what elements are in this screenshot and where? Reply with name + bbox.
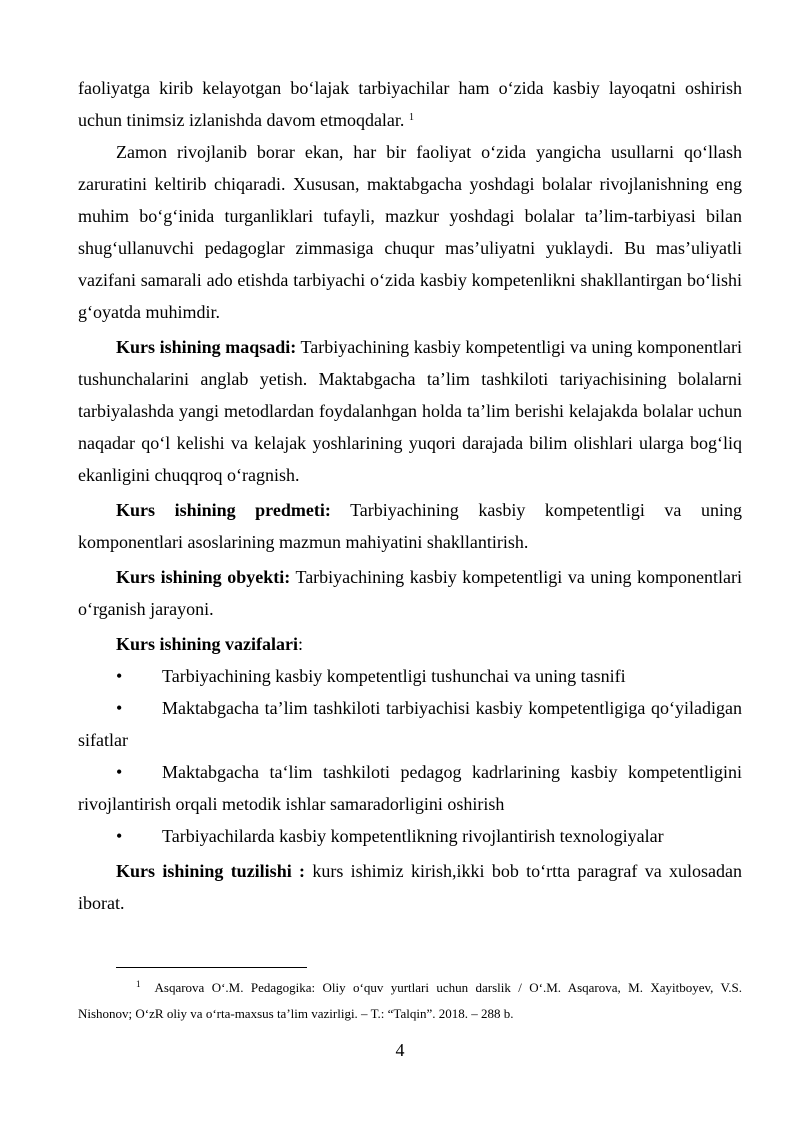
footnote-text: Asqarova O‘.M. Pedagogika: Oliy o‘quv yurtlari uchun darslik / O‘.M. Asqarova, M. Xayitboyev, V.S. Nishonov; O‘zR oliy va o‘rta-maxsus ta’lim vazirligi. – T.: “Talqin”. 2018. – 288 b. — [78, 980, 742, 1021]
section-label: Kurs ishining obyekti: — [116, 567, 291, 587]
section-label: Kurs ishining predmeti: — [116, 500, 331, 520]
section-label: Kurs ishining tuzilishi : — [116, 861, 306, 881]
section-tuzilishi — [78, 855, 742, 919]
footnote — [78, 975, 742, 1027]
section-label: Kurs ishining vazifalari — [116, 634, 299, 654]
bullet-text: Tarbiyachining kasbiy kompetentligi tushunchai va uning tasnifi — [162, 666, 626, 686]
bullet-item — [78, 692, 742, 756]
paragraph: Zamon rivojlanib borar ekan, har bir faoliyat o‘zida yangicha usullarni qo‘llash zaruratini keltirib chiqaradi. Xususan, maktabgacha yoshdagi bolalar rivojlanishning eng muhim bo‘g‘inida turganliklari tufayli, mazkur yoshdagi bolalar ta’lim-tarbiyasi bilan shug‘ullanuvchi pedagoglar zimmasiga chuqur mas’uliyatni yuklaydi. Bu mas’uliyatli vazifani samarali ado etishda tarbiyachi o‘zida kasbiy kompetenlikni shakllantirgan bo‘lishi g‘oyatda muhimdir. — [78, 142, 742, 322]
paragraph-text: faoliyatga kirib kelayotgan bo‘lajak tarbiyachilar ham o‘zida kasbiy layoqatni oshirish uchun tinimsiz izlanishda davom etmoqdalar. — [78, 78, 742, 130]
section-colon: : — [298, 634, 304, 654]
page-number: 4 — [395, 1040, 405, 1060]
section-text: kurs ishimiz kirish,ikki bob to‘rtta paragraf va xulosadan iborat. — [78, 861, 743, 913]
bullet-text: Tarbiyachilarda kasbiy kompetentlikning rivojlantirish texnologiyalar — [162, 826, 664, 846]
bullet-mark: • — [116, 698, 123, 718]
bullet-mark: • — [116, 826, 123, 846]
section-text: Tarbiyachining kasbiy kompetentligi va uning komponentlari o‘rganish jarayoni. — [78, 567, 742, 619]
bullet-text: Maktabgacha ta‘lim tashkiloti pedagog kadrlarining kasbiy kompetentligini rivojlantirish orqali metodik ishlar samaradorligini oshirish — [78, 762, 742, 814]
section-maqsad — [78, 331, 742, 491]
footnote-ref[interactable]: 1 — [408, 112, 414, 123]
bullet-mark: • — [116, 666, 123, 686]
section-predmet — [78, 494, 742, 558]
footnote-number: 1 — [136, 979, 141, 989]
bullet-item — [78, 756, 742, 820]
bullet-mark: • — [116, 762, 123, 782]
section-text: Tarbiyachining kasbiy kompetentligi va uning komponentlari asoslarining mazmun mahiyatini shakllantirish. — [78, 500, 742, 552]
paragraph-continuation — [78, 72, 742, 136]
bullet-item — [78, 660, 742, 692]
body-text — [78, 72, 742, 919]
footnote-divider — [116, 967, 307, 968]
section-vazifalari — [78, 628, 742, 660]
section-obyekt — [78, 561, 742, 625]
bullet-text: Maktabgacha ta’lim tashkiloti tarbiyachisi kasbiy kompetentligiga qo‘yiladigan sifatlar — [78, 698, 742, 750]
bullet-item — [78, 820, 742, 852]
section-text: Tarbiyachining kasbiy kompetentligi va uning komponentlari tushunchalarini anglab yetish. Maktabgacha ta’lim tashkiloti tariyachisining bolalarni tarbiyalashda yangi metodlardan foydalanhgan holda ta’lim berishi kelajakda bolalar uchun naqadar qo‘l kelishi va kelajak yoshlarining yuqori darajada bilim olishlari ularga bog‘liq ekanligini chuqqroq o‘ragnish. — [78, 337, 742, 485]
section-label: Kurs ishining maqsadi: — [116, 337, 297, 357]
